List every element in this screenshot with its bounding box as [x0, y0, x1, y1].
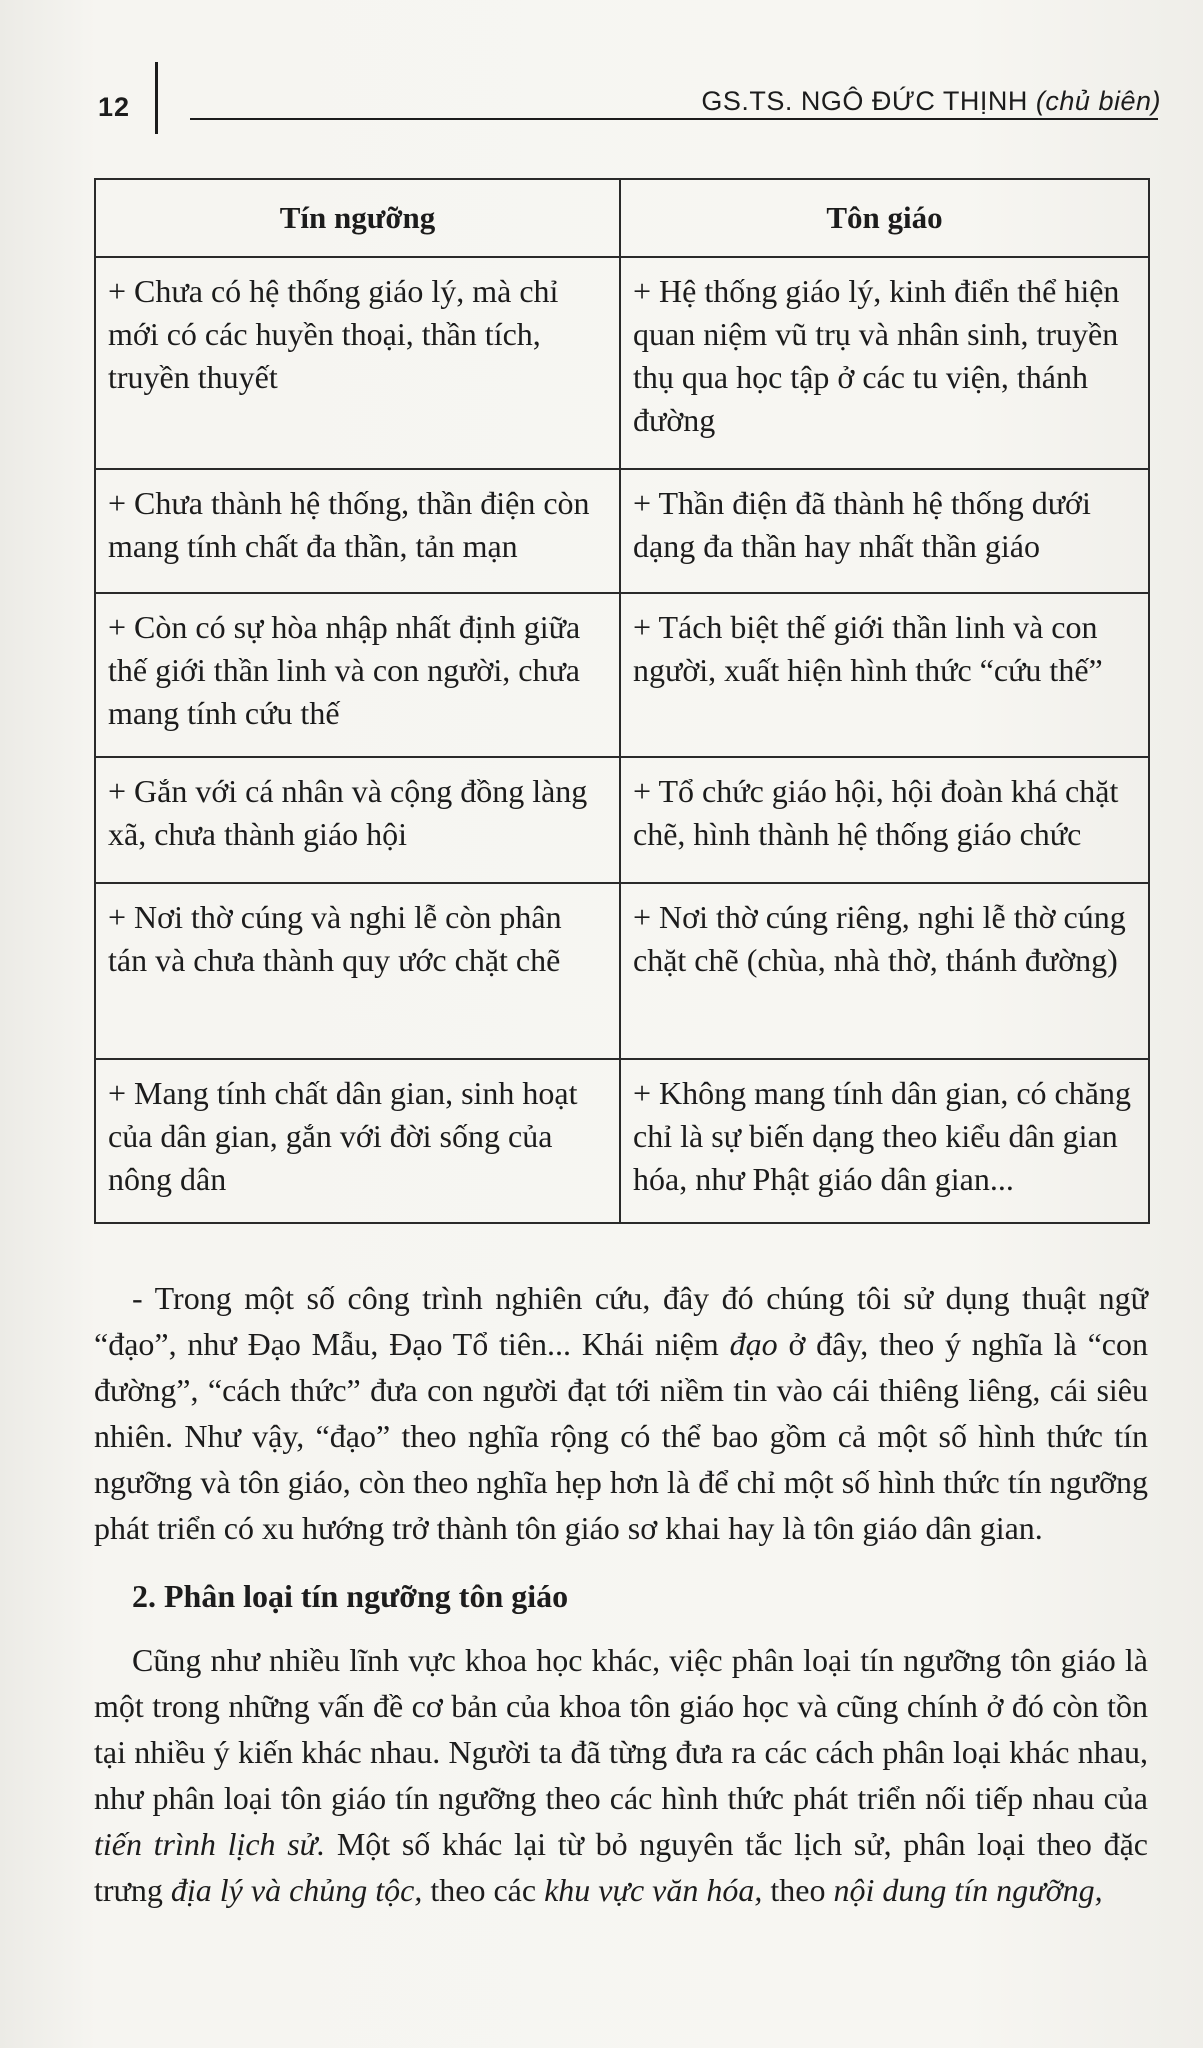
page-number: 12: [98, 92, 131, 122]
table-cell-tin-nguong: + Chưa có hệ thống giáo lý, mà chỉ mới có các huyền thoại, thần tích, truyền thuyết: [95, 257, 620, 469]
table-row: [95, 593, 1149, 757]
header-rule: [190, 118, 1158, 120]
column-header-ton-giao: Tôn giáo: [620, 179, 1149, 257]
header-divider: [155, 62, 158, 134]
running-head: [701, 86, 1161, 117]
table-cell-ton-giao: + Hệ thống giáo lý, kinh điển thể hiện quan niệm vũ trụ và nhân sinh, truyền thụ qua học tập ở các tu viện, thánh đường: [620, 257, 1149, 469]
table-cell-tin-nguong: + Gắn với cá nhân và cộng đồng làng xã, chưa thành giáo hội: [95, 757, 620, 883]
running-head-role: (chủ biên): [1035, 86, 1161, 116]
section-heading: 2. Phân loại tín ngưỡng tôn giáo: [132, 1578, 569, 1614]
table-cell-ton-giao: + Nơi thờ cúng riêng, nghi lễ thờ cúng chặt chẽ (chùa, nhà thờ, thánh đường): [620, 883, 1149, 1059]
table-header-row: [95, 179, 1149, 257]
table-cell-ton-giao: + Tổ chức giáo hội, hội đoàn khá chặt chẽ, hình thành hệ thống giáo chức: [620, 757, 1149, 883]
table-cell-tin-nguong: + Chưa thành hệ thống, thần điện còn mang tính chất đa thần, tản mạn: [95, 469, 620, 593]
table-cell-ton-giao: + Không mang tính dân gian, có chăng chỉ là sự biến dạng theo kiểu dân gian hóa, như Phật giáo dân gian...: [620, 1059, 1149, 1223]
table-cell-tin-nguong: + Nơi thờ cúng và nghi lễ còn phân tán và chưa thành quy ước chặt chẽ: [95, 883, 620, 1059]
table-cell-tin-nguong: + Còn có sự hòa nhập nhất định giữa thế giới thần linh và con người, chưa mang tính cứu thế: [95, 593, 620, 757]
table-cell-tin-nguong: + Mang tính chất dân gian, sinh hoạt của dân gian, gắn với đời sống của nông dân: [95, 1059, 620, 1223]
table-row: [95, 257, 1149, 469]
body-text: [94, 1275, 1148, 1913]
table-row: [95, 883, 1149, 1059]
column-header-tin-nguong: Tín ngưỡng: [95, 179, 620, 257]
table-cell-ton-giao: + Tách biệt thế giới thần linh và con người, xuất hiện hình thức “cứu thế”: [620, 593, 1149, 757]
paragraph-classification: Cũng như nhiều lĩnh vực khoa học khác, việc phân loại tín ngưỡng tôn giáo là một trong những vấn đề cơ bản của khoa tôn giáo học và cũng chính ở đó còn tồn tại nhiều ý kiến khác nhau. Người ta đã từng đưa ra các cách phân loại khác nhau, như phân loại tôn giáo tín ngưỡng theo các hình thức phát triển nối tiếp nhau của tiến trình lịch sử. Một số khác lại từ bỏ nguyên tắc lịch sử, phân loại theo đặc trưng địa lý và chủng tộc, theo các khu vực văn hóa, theo nội dung tín ngưỡng,: [94, 1642, 1149, 1908]
running-head-author: GS.TS. NGÔ ĐỨC THỊNH: [701, 86, 1028, 116]
paragraph-dao-term: - Trong một số công trình nghiên cứu, đây đó chúng tôi sử dụng thuật ngữ “đạo”, như Đạo Mẫu, Đạo Tổ tiên... Khái niệm đạo ở đây, theo ý nghĩa là “con đường”, “cách thức” đưa con người đạt tới niềm tin vào cái thiêng liêng, cái siêu nhiên. Như vậy, “đạo” theo nghĩa rộng có thể bao gồm cả một số hình thức tín ngưỡng và tôn giáo, còn theo nghĩa hẹp hơn là để chỉ một số hình thức tín ngưỡng phát triển có xu hướng trở thành tôn giáo sơ khai hay là tôn giáo dân gian.: [94, 1280, 1149, 1546]
table-cell-ton-giao: + Thần điện đã thành hệ thống dưới dạng đa thần hay nhất thần giáo: [620, 469, 1149, 593]
comparison-table: [94, 178, 1150, 1224]
table-row: [95, 757, 1149, 883]
table-row: [95, 1059, 1149, 1223]
table-row: [95, 469, 1149, 593]
